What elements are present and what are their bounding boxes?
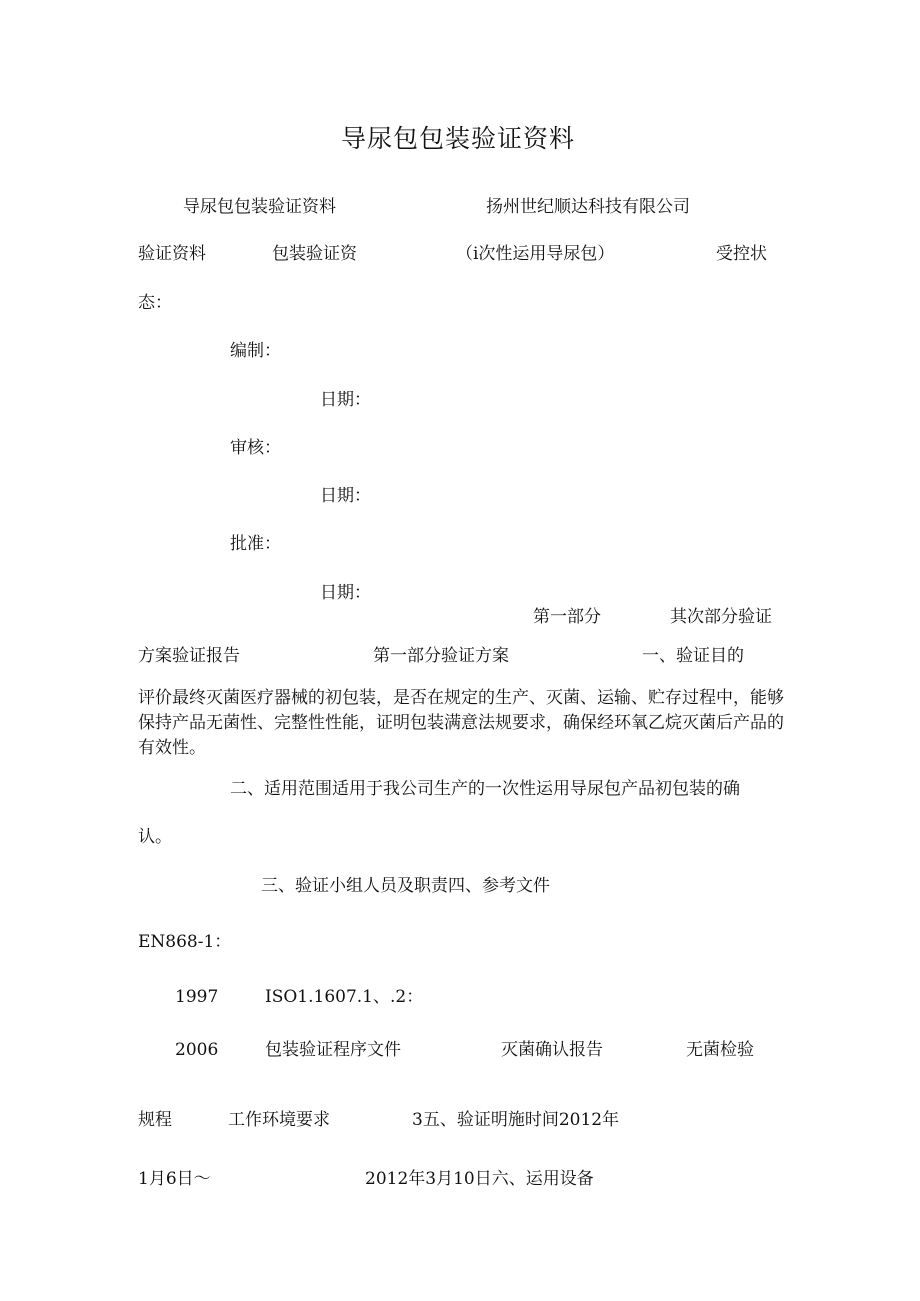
date-label-2: 日期： (320, 486, 371, 506)
info-col-2: 包装验证资 (272, 244, 357, 264)
schedule-start: 1月6日～ (138, 1169, 211, 1189)
scope-line-1: 二、适用范围适用于我公司生产的一次性运用导尿包产品初包装的确 (230, 779, 740, 799)
reference-doc-sterility: 无菌检验 (686, 1040, 754, 1060)
reference-doc-sterilization: 灭菌确认报告 (501, 1040, 603, 1060)
part1-label: 第一部分 (533, 607, 601, 627)
part1-plan-heading: 第一部分验证方案 (373, 646, 509, 666)
date-label-1: 日期： (320, 390, 371, 410)
header-company: 扬州世纪顺达科技有限公司 (486, 197, 690, 217)
info-col-1: 验证资料 (138, 244, 206, 264)
purpose-heading: 一、验证目的 (642, 646, 744, 666)
reference-doc-environment: 工作环境要求 (228, 1110, 330, 1130)
document-title: 导尿包包装验证资料 (341, 124, 576, 153)
info-col-4: 受控状 (716, 244, 767, 264)
reference-year-2006: 2006 (175, 1040, 219, 1060)
part2-label-rest: 方案验证报告 (138, 646, 240, 666)
purpose-paragraph: 评价最终灭菌医疗器械的初包装，是否在规定的生产、灭菌、运输、贮存过程中，能够保持产品无菌性、完整性性能，证明包装满意法规要求，确保经环氧乙烷灭菌后产品的有效性。 (138, 688, 784, 758)
schedule-end-equipment: 2012年3月10日六、运用设备 (365, 1169, 594, 1189)
team-heading: 三、验证小组人员及职责四、参考文件 (261, 876, 550, 896)
header-doc-name: 导尿包包装验证资料 (183, 197, 336, 217)
prepared-label: 编制： (230, 341, 281, 361)
reference-doc-packaging: 包装验证程序文件 (265, 1040, 401, 1060)
date-label-3: 日期： (320, 583, 371, 603)
reviewed-label: 审核： (230, 438, 281, 458)
reference-en868: EN868-1： (138, 932, 232, 952)
approved-label: 批准： (230, 534, 281, 554)
part2-label-start: 其次部分验证 (670, 607, 772, 627)
reference-doc-sterility-cont: 规程 (138, 1110, 172, 1130)
reference-iso: ISO1.1607.1、.2： (265, 987, 424, 1007)
info-col-3: （i次性运用导尿包） (456, 244, 615, 264)
scope-line-2: 认。 (138, 827, 172, 847)
info-wrap: 态： (138, 293, 172, 313)
reference-year-1997: 1997 (175, 987, 219, 1007)
time-heading: 3五、验证明施时间2012年 (412, 1110, 620, 1130)
